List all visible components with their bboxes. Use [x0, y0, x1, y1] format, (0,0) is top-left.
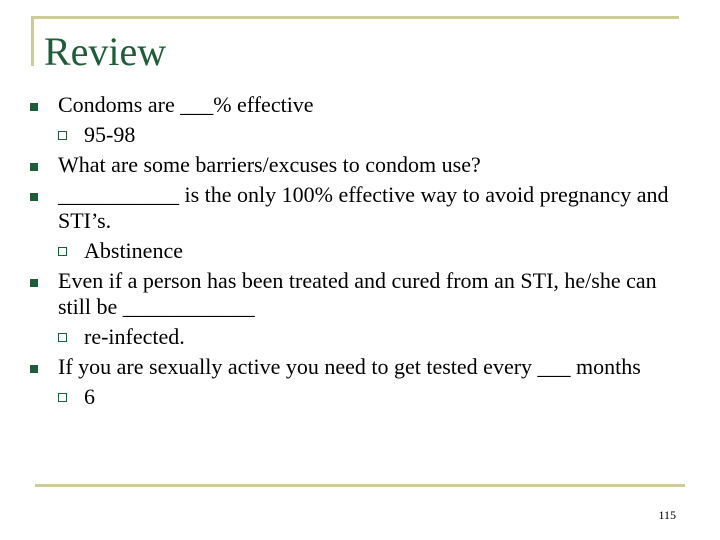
square-bullet-icon [30, 103, 38, 111]
frame-top-line [31, 16, 679, 19]
square-bullet-icon [30, 279, 38, 287]
sub-item-text: re-infected. [84, 324, 185, 349]
sub-item-text: 6 [84, 384, 95, 409]
list-item [30, 152, 690, 178]
page-number: 115 [658, 508, 676, 522]
frame-bottom-line [35, 484, 685, 487]
square-bullet-icon [30, 193, 38, 201]
list-item [30, 182, 690, 234]
sub-list-item [30, 238, 690, 264]
sub-item-text: 95-98 [84, 122, 136, 147]
list-item-text: ___________ is the only 100% effective way to avoid pregnancy and STI’s. [58, 182, 669, 233]
sub-list-item [30, 122, 690, 148]
list-item [30, 354, 690, 380]
list-item-text: If you are sexually active you need to get tested every ___ months [58, 354, 641, 379]
frame-left-line [31, 16, 34, 66]
square-bullet-icon [30, 365, 38, 373]
list-item [30, 268, 690, 320]
hollow-square-bullet-icon [58, 131, 67, 140]
list-item-text: Even if a person has been treated and cured from an STI, he/she can still be ____________ [58, 268, 657, 319]
hollow-square-bullet-icon [58, 333, 67, 342]
sub-list-item [30, 384, 690, 410]
hollow-square-bullet-icon [58, 393, 67, 402]
list-item-text: What are some barriers/excuses to condom use? [58, 152, 481, 177]
list-item-text: Condoms are ___% effective [58, 92, 314, 117]
list-item [30, 92, 690, 118]
bullet-list [30, 92, 690, 414]
slide-title: Review [44, 29, 167, 74]
square-bullet-icon [30, 163, 38, 171]
sub-list-item [30, 324, 690, 350]
hollow-square-bullet-icon [58, 247, 67, 256]
sub-item-text: Abstinence [84, 238, 183, 263]
